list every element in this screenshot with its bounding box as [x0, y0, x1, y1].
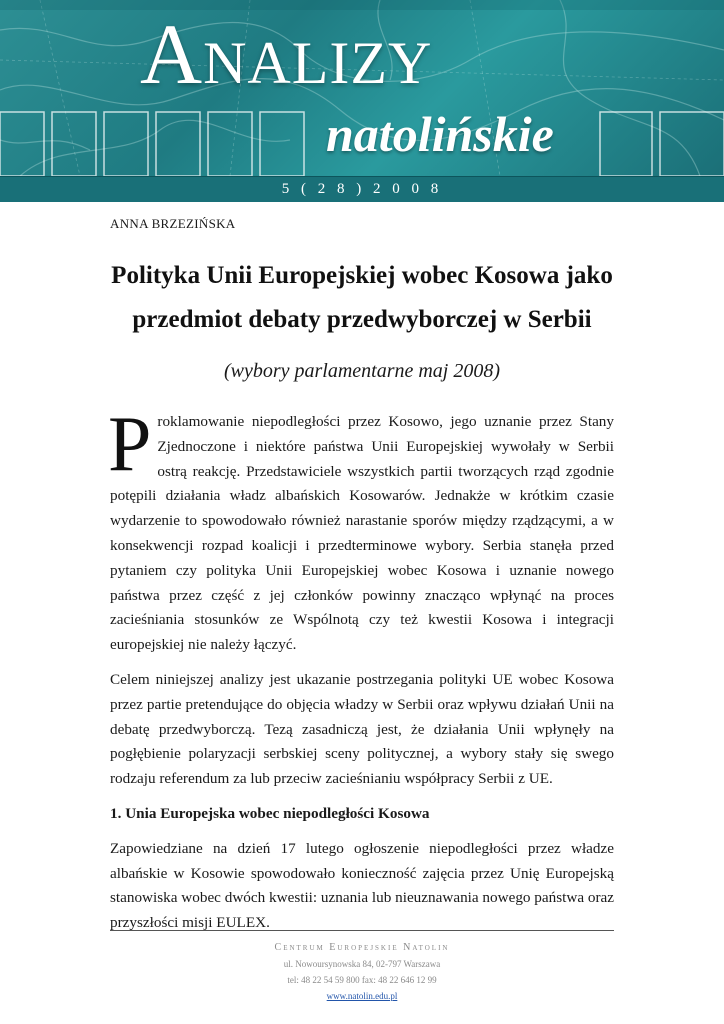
article-body	[108, 400, 614, 946]
footer-contact: tel: 48 22 54 59 800 fax: 48 22 646 12 99	[287, 975, 437, 985]
issue-number: 5 ( 2 8 ) 2 0 0 8	[281, 181, 443, 197]
paragraph-intro	[108, 400, 614, 658]
paragraph-aim: Celem niniejszej analizy jest ukazanie postrzegania polityki UE wobec Kosowa przez partie pretendujące do objęcia władzy w Serbii oraz wpływu działań Unii na debatę przedwyborczą. Tezą zasadniczą jest, że działania Unii wpłynęły na pogłębienie polaryzacji serbskiej sceny politycznej, a wybory stały się swego rodzaju referendum za lub przeciw zacieśnianiu współpracy Serbii z UE.	[110, 670, 614, 788]
footer-organization: Centrum Europejskie Natolin	[274, 942, 450, 953]
article-subtitle: (wybory parlamentarne maj 2008)	[223, 360, 501, 382]
paragraph-section1: Zapowiedziane na dzień 17 lutego ogłoszenie niepodległości przez władze albańskie w Kosowie spowodowało konieczność zajęcia przez Unię Europejską stanowiska wobec dwóch kwestii: uznania lub nieuznawania nowego państwa oraz przyszłości misji EULEX.	[110, 839, 614, 932]
footer-divider	[110, 930, 614, 931]
masthead-banner	[0, 0, 724, 176]
paragraph-intro-text: roklamowanie niepodległości przez Kosowo, jego uznanie przez Stany Zjednoczone i niektóre państwa Unii Europejskiej wywołały w Serbii ostrą reakcję. Przedstawiciele wszystkich partii tworzących rząd zgodnie potępili działania władz albańskich Kosowarów. Jednakże w krótkim czasie wydarzenie to spowodowało również narastanie sporów między rządzącymi, a w konsekwencji rozpad koalicji i przedterminowe wybory. Serbia stanęła przed pytaniem czy polityka Unii Europejskiej wobec Kosowa i uznanie nowego państwa przez część z jej członków powinny znacząco wpłynąć na proces zacieśniania stosunków ze Wspólnotą czy też kwestii Kosowa i integracji europejskiej nie należy łączyć.	[110, 413, 614, 654]
footer	[110, 940, 614, 1004]
masthead-title: Analizy	[140, 6, 433, 102]
author-name: ANNA BRZEZIŃSKA	[110, 216, 236, 231]
drop-cap: P	[108, 400, 152, 487]
website-link[interactable]: www.natolin.edu.pl	[326, 991, 398, 1001]
section-heading: 1. Unia Europejska wobec niepodległości Kosowa	[110, 804, 430, 822]
issue-bar	[0, 176, 724, 202]
masthead-subtitle: natolińskie	[326, 106, 554, 162]
footer-address: ul. Nowoursynowska 84, 02-797 Warszawa	[283, 959, 441, 969]
article-title: Polityka Unii Europejskiej wobec Kosowa jako przedmiot debaty przedwyborczej w Serbii	[111, 262, 613, 333]
